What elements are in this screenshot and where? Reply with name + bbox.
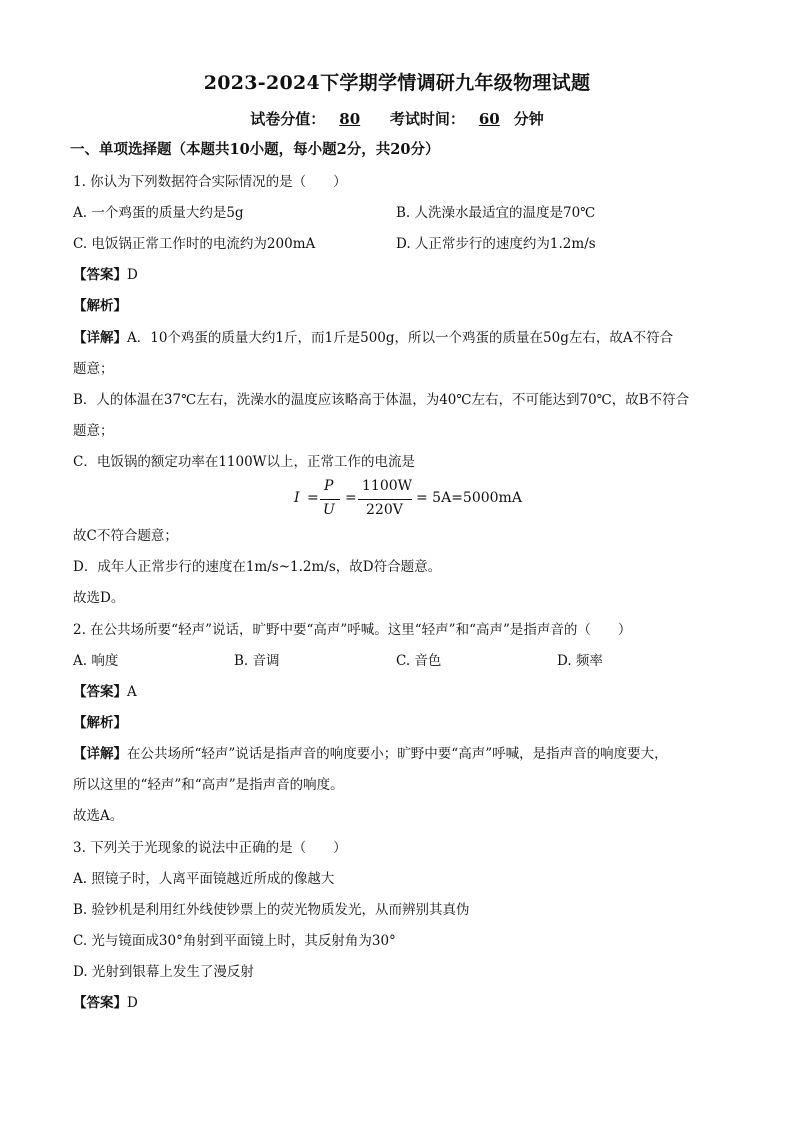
score-value: 80 [339, 110, 361, 128]
section-heading: 一、单项选择题（本题共10小题，每小题2分，共20分） [70, 141, 440, 158]
q2-detail-line1: 【详解】在公共场所“轻声”说话是指声音的响度要小；旷野中要“高声”呼喊，是指声音的响度要大， [73, 746, 668, 762]
q1-detail-b-line2: 题意； [73, 423, 114, 439]
formula-bar-1 [320, 499, 340, 500]
q2-detail-line2: 所以这里的“轻声”和“高声”是指声音的响度。 [73, 777, 344, 793]
formula-eq2: = [345, 490, 357, 506]
formula-lhs: I [294, 490, 300, 506]
question-1-stem: 1. 你认为下列数据符合实际情况的是（ ） [73, 174, 347, 190]
detail-tag: 【详解】 [73, 330, 127, 346]
q2-option-d: D. 频率 [557, 653, 603, 669]
question-2-stem: 2. 在公共场所要“轻声”说话，旷野中要“高声”呼喊。这里“轻声”和“高声”是指声音的（ ） [73, 622, 632, 638]
formula-result: = 5A=5000mA [416, 490, 522, 506]
current-formula [294, 478, 522, 522]
q1-detail-c-line2: 故C不符合题意； [73, 528, 178, 544]
time-value: 60 [478, 110, 500, 128]
time-label: 考试时间： [389, 110, 465, 128]
q1-answer [73, 265, 138, 285]
q1-detail-b-line1: B．人的体温在37℃左右，洗澡水的温度应该略高于体温，为40℃左右，不可能达到70℃，故B不符合 [73, 392, 690, 408]
question-3-stem: 3. 下列关于光现象的说法中正确的是（ ） [73, 840, 347, 856]
formula-bar-2 [358, 499, 412, 500]
formula-num-power: 1100W [362, 478, 413, 494]
q1-option-a: A. 一个鸡蛋的质量大约是5g [73, 205, 244, 221]
formula-den-voltage: 220V [366, 502, 403, 518]
q1-detail-d: D．成年人正常步行的速度在1m/s~1.2m/s，故D符合题意。 [73, 559, 442, 575]
q2-conclusion: 故选A。 [73, 808, 124, 824]
q1-detail-a-line1: 【详解】A．10个鸡蛋的质量大约1斤，而1斤是500g，所以一个鸡蛋的质量在50g左右，故A不符合 [73, 330, 674, 346]
q2-option-b: B. 音调 [234, 653, 280, 669]
q2-answer: 【答案】A [73, 684, 137, 700]
exam-info [0, 108, 794, 129]
answer-value: D [127, 267, 138, 283]
q1-option-d: D. 人正常步行的速度约为1.2m/s [396, 236, 596, 252]
q1-detail-a-line2: 题意； [73, 361, 114, 377]
score-label: 试卷分值： [250, 110, 326, 128]
q3-option-a: A. 照镜子时，人离平面镜越近所成的像越大 [73, 871, 335, 887]
q1-detail-c-line1: C．电饭锅的额定功率在1100W以上，正常工作的电流是 [73, 454, 416, 470]
q1-analysis-tag: 【解析】 [73, 298, 127, 314]
q2-analysis-tag: 【解析】 [73, 715, 127, 731]
formula-eq1: = [307, 490, 319, 506]
answer-tag: 【答案】 [73, 267, 127, 283]
q3-option-c: C. 光与镜面成30°角射到平面镜上时，其反射角为30° [73, 933, 396, 949]
q1-conclusion: 故选D。 [73, 590, 125, 606]
q2-option-a: A. 响度 [73, 653, 119, 669]
q1-option-b: B. 人洗澡水最适宜的温度是70℃ [396, 205, 596, 221]
formula-den-u: U [323, 502, 335, 518]
q1-option-c: C. 电饭锅正常工作时的电流约为200mA [73, 236, 316, 252]
q2-option-c: C. 音色 [396, 653, 442, 669]
q3-option-d: D. 光射到银幕上发生了漫反射 [73, 964, 254, 980]
formula-num-p: P [324, 478, 334, 494]
q3-answer: 【答案】D [73, 995, 138, 1011]
page-title: 2023-2024下学期学情调研九年级物理试题 [203, 72, 591, 94]
time-unit: 分钟 [513, 110, 544, 128]
q3-option-b: B. 验钞机是利用红外线使钞票上的荧光物质发光，从而辨别其真伪 [73, 902, 470, 918]
